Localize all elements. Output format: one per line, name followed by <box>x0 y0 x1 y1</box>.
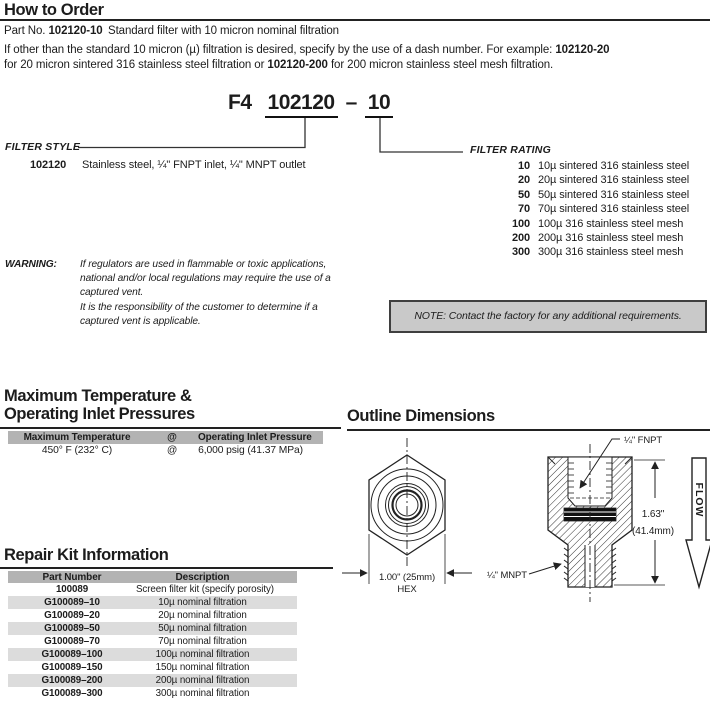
rating-code: 50 <box>517 188 530 201</box>
repair-kit-title: Repair Kit Information <box>4 546 169 564</box>
filter-rating-item <box>470 173 708 187</box>
fnpt-label: ¼" FNPT <box>624 435 663 446</box>
table-row <box>8 609 297 622</box>
filter-style-code: 102120 <box>30 159 67 171</box>
warning-line: national and/or local regulations may require the use of a <box>80 273 331 284</box>
kit-part: G100089–300 <box>41 688 103 699</box>
table-row <box>8 661 297 674</box>
rating-desc: 10µ sintered 316 stainless steel <box>538 160 690 172</box>
rating-desc: 100µ 316 stainless steel mesh <box>538 217 684 230</box>
hex-label: HEX <box>397 584 417 595</box>
order-code-dash: – <box>345 91 357 114</box>
code-connector-lines <box>0 85 710 160</box>
kit-part: G100089–100 <box>41 649 103 660</box>
max-temp-col2-header: @ <box>167 432 177 443</box>
max-temp-col3-header: Operating Inlet Pressure <box>198 432 312 443</box>
kit-desc: 50µ nominal filtration <box>158 623 247 634</box>
how-to-order-title: How to Order <box>4 1 104 19</box>
filter-rating-item <box>470 188 708 202</box>
rating-desc: 70µ sintered 316 stainless steel <box>538 203 690 216</box>
kit-part: G100089–70 <box>44 636 100 647</box>
filter-rating-item <box>470 217 708 231</box>
height-in-label: 1.63" <box>641 509 665 520</box>
repair-kit-header-row <box>8 571 297 583</box>
kit-part: G100089–150 <box>41 662 103 673</box>
max-temp-table <box>8 431 323 457</box>
filter-rating-item <box>470 231 708 245</box>
warning-line: It is the responsibility of the customer to determine if a <box>80 302 318 313</box>
part-no-line <box>4 24 103 39</box>
mnpt-label: ¼" MNPT <box>486 570 527 581</box>
kit-desc: 150µ nominal filtration <box>155 662 250 673</box>
warning-line: captured vent. <box>80 287 144 298</box>
rating-desc: 50µ sintered 316 stainless steel <box>538 188 690 201</box>
how-to-order-rule <box>0 19 710 21</box>
kit-desc: 300µ nominal filtration <box>155 688 250 699</box>
warning-para1 <box>80 258 331 300</box>
filter-rating-item <box>470 245 708 259</box>
intro-bold-1: 102120-20 <box>555 44 610 56</box>
rating-desc: 20µ sintered 316 stainless steel <box>538 174 690 187</box>
max-temp-pressure: 6,000 psig (41.37 MPa) <box>198 445 303 456</box>
repair-kit-col-desc: Description <box>175 571 230 583</box>
rating-code: 200 <box>511 232 530 245</box>
kit-desc: 20µ nominal filtration <box>158 610 247 621</box>
warning-line: If regulators are used in flammable or toxic applications, <box>80 259 327 270</box>
max-temp-title-line1: Maximum Temperature & <box>4 387 192 405</box>
filter-rating-item <box>470 159 708 173</box>
repair-kit-table <box>8 571 297 700</box>
part-no-desc: Standard filter with 10 micron nominal filtration <box>108 25 339 37</box>
warning-line: captured vent is applicable. <box>80 316 201 327</box>
cross-section-view <box>548 444 632 602</box>
hex-dim-label: 1.00" (25mm) <box>378 572 436 583</box>
filter-rating-item <box>470 202 708 216</box>
kit-part: G100089–200 <box>41 675 103 686</box>
mnpt-callout <box>487 564 561 581</box>
note-box: NOTE: Contact the factory for any additional requirements. <box>389 300 707 333</box>
kit-desc: 200µ nominal filtration <box>155 675 250 686</box>
max-temp-data-row <box>8 444 323 457</box>
intro-line-2 <box>4 58 708 73</box>
part-no-value: 102120-10 <box>48 25 103 37</box>
filter-rating-list <box>470 159 708 260</box>
max-temp-col1-header: Maximum Temperature <box>23 432 131 443</box>
rating-desc: 200µ 316 stainless steel mesh <box>538 232 684 245</box>
outline-title: Outline Dimensions <box>347 407 495 425</box>
rating-code: 100 <box>511 217 530 230</box>
intro-text-1: If other than the standard 10 micron (µ) filtration is desired, specify by the use of a dash number. For example: <box>4 44 553 56</box>
repair-kit-col-part: Part Number <box>42 571 102 583</box>
intro-text-2: for 20 micron sintered 316 stainless steel filtration or <box>4 58 265 71</box>
order-code-prefix: F4 <box>228 91 252 114</box>
table-row <box>8 622 297 635</box>
intro-bold-2: 102120-200 <box>267 58 328 71</box>
max-temp-header-row <box>8 431 323 444</box>
kit-part: G100089–10 <box>44 597 100 608</box>
rating-desc: 300µ 316 stainless steel mesh <box>538 246 684 259</box>
warning-label: WARNING: <box>5 259 57 270</box>
filter-rating-label: FILTER RATING <box>470 144 551 156</box>
hex-top-view <box>342 438 472 595</box>
repair-kit-rule <box>0 567 333 569</box>
table-row <box>8 596 297 609</box>
kit-desc: 10µ nominal filtration <box>158 597 247 608</box>
kit-part: G100089–20 <box>44 610 100 621</box>
flow-label: FLOW <box>693 482 706 518</box>
intro-text-3: for 200 micron stainless steel mesh filtration. <box>330 58 554 71</box>
rating-code: 20 <box>517 174 530 187</box>
part-no-label: Part No. <box>4 25 46 37</box>
outline-drawing <box>340 432 710 620</box>
kit-desc: Screen filter kit (specify porosity) <box>136 584 274 595</box>
height-mm-label: (41.4mm) <box>632 526 674 537</box>
max-temp-rule <box>0 427 341 429</box>
order-code-base: 102120 <box>265 91 338 118</box>
table-row <box>8 674 297 687</box>
max-temp-at: @ <box>166 445 178 456</box>
kit-desc: 100µ nominal filtration <box>155 649 250 660</box>
rating-code: 300 <box>511 246 530 259</box>
warning-para2 <box>80 301 318 329</box>
order-code-rating: 10 <box>365 91 393 118</box>
table-row <box>8 635 297 648</box>
flow-arrow <box>686 458 710 587</box>
outline-rule <box>347 429 710 431</box>
table-row <box>8 687 297 700</box>
kit-part: G100089–50 <box>44 623 100 634</box>
intro-paragraph <box>4 43 708 72</box>
max-temp-value: 450° F (232° C) <box>41 445 113 456</box>
filter-style-desc: Stainless steel, ¼" FNPT inlet, ¼" MNPT outlet <box>82 159 306 171</box>
table-row <box>8 583 297 596</box>
table-row <box>8 648 297 661</box>
kit-desc: 70µ nominal filtration <box>158 636 247 647</box>
kit-part: 100089 <box>55 584 89 595</box>
max-temp-title-line2: Operating Inlet Pressures <box>4 405 195 423</box>
rating-code: 10 <box>517 160 530 172</box>
filter-style-label: FILTER STYLE <box>5 141 81 153</box>
intro-line-1 <box>4 43 708 58</box>
rating-code: 70 <box>517 203 530 216</box>
